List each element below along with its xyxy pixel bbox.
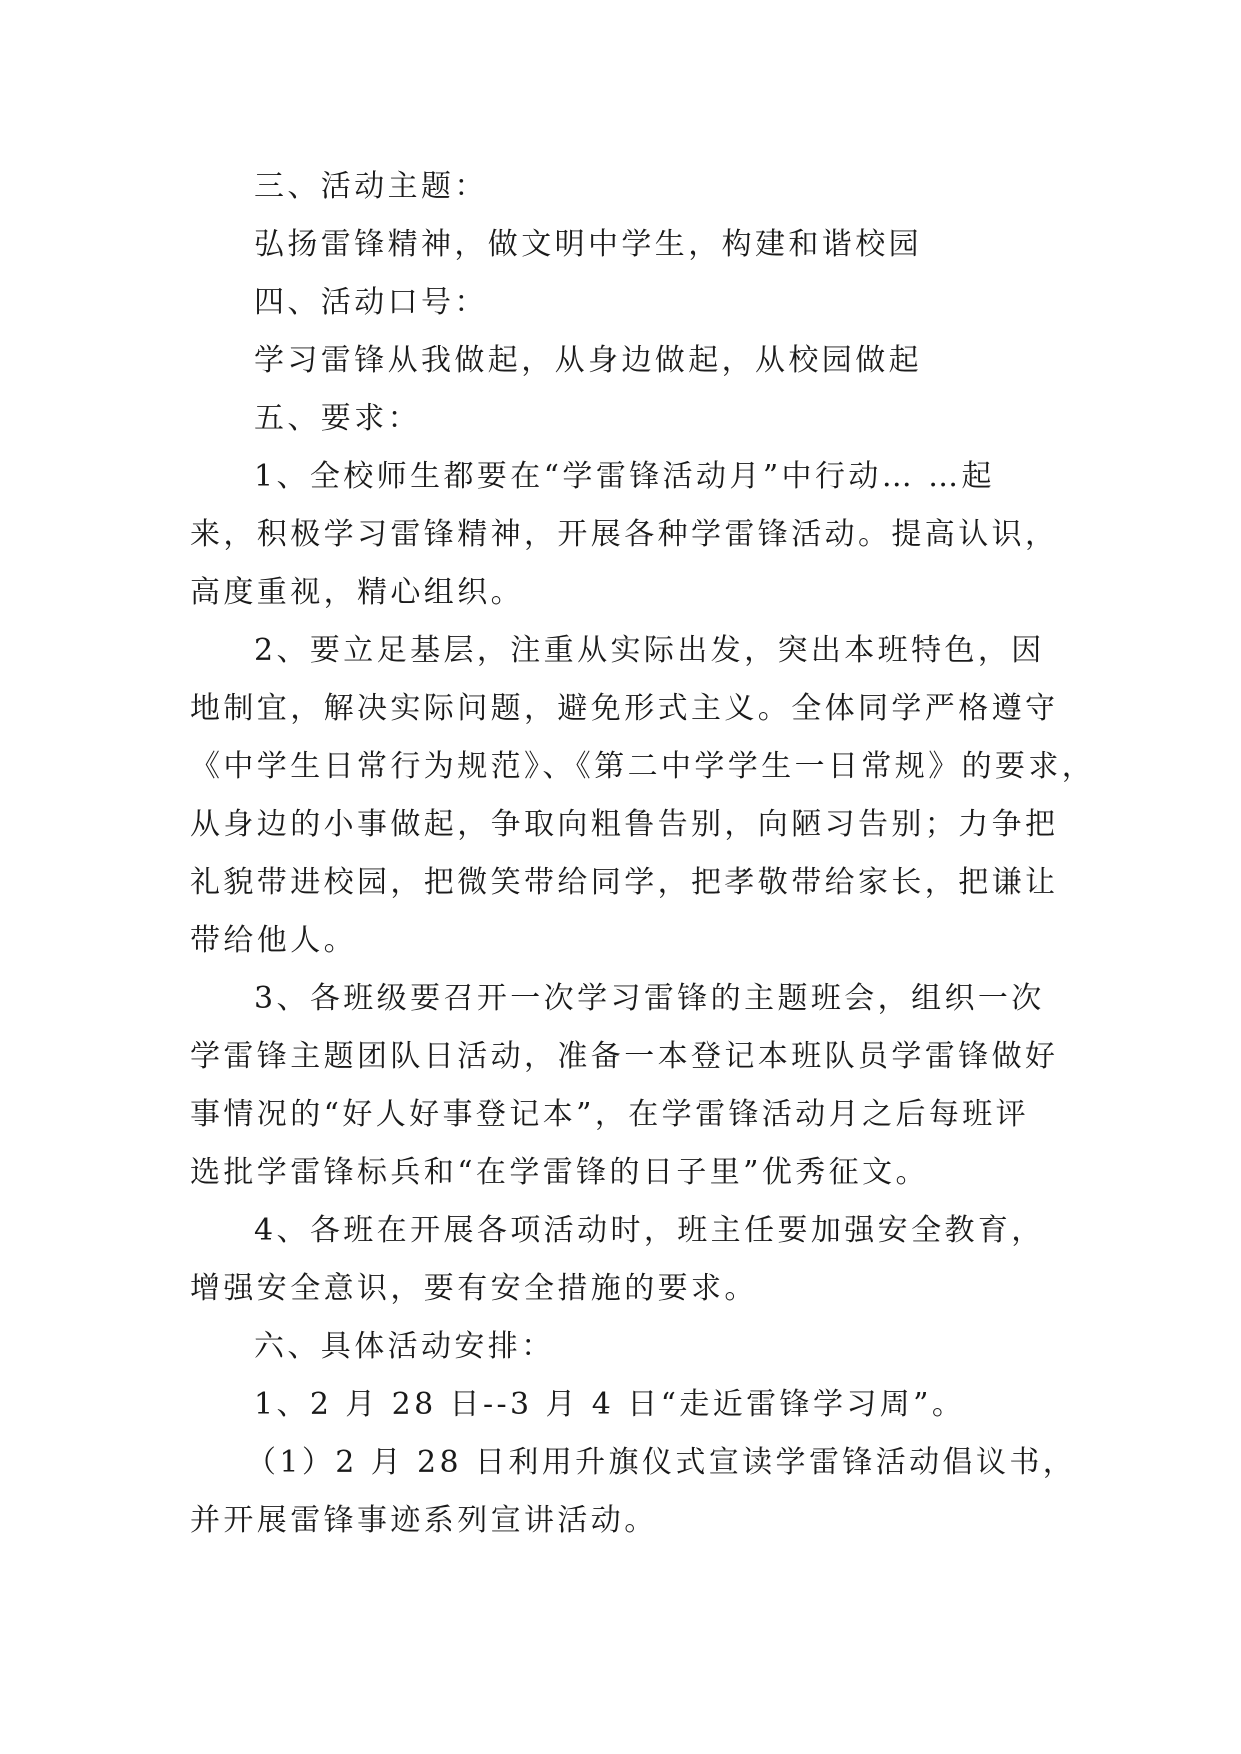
paragraph-line: 3、各班级要召开一次学习雷锋的主题班会，组织一次 bbox=[254, 981, 1045, 1016]
paragraph-line: 4、各班在开展各项活动时，班主任要加强安全教育， bbox=[254, 1213, 1045, 1248]
paragraph-line: 1、全校师生都要在“学雷锋活动月”中行动… …起 bbox=[254, 459, 995, 494]
paragraph-line: 选批学雷锋标兵和“在学雷锋的日子里”优秀征文。 bbox=[190, 1155, 929, 1190]
paragraph-line: 增强安全意识，要有安全措施的要求。 bbox=[190, 1271, 758, 1306]
theme-text: 弘扬雷锋精神，做文明中学生，构建和谐校园 bbox=[254, 227, 922, 262]
section-heading-slogan: 四、活动口号： bbox=[254, 285, 488, 320]
paragraph-line: 地制宜，解决实际问题，避免形式主义。全体同学严格遵守 bbox=[190, 691, 1059, 726]
paragraph-line: 并开展雷锋事迹系列宣讲活动。 bbox=[190, 1503, 658, 1538]
section-heading-requirements: 五、要求： bbox=[254, 401, 421, 436]
paragraph-line: 来，积极学习雷锋精神，开展各种学雷锋活动。提高认识， bbox=[190, 517, 1059, 552]
schedule-item: 1、2 月 28 日--3 月 4 日“走近雷锋学习周”。 bbox=[254, 1387, 966, 1422]
paragraph-line: 礼貌带进校园，把微笑带给同学，把孝敬带给家长，把谦让 bbox=[190, 865, 1059, 900]
section-heading-schedule: 六、具体活动安排： bbox=[254, 1329, 555, 1364]
paragraph-line: 事情况的“好人好事登记本”，在学雷锋活动月之后每班评 bbox=[190, 1097, 1030, 1132]
paragraph-line: 带给他人。 bbox=[190, 923, 357, 958]
schedule-subitem: （1）2 月 28 日利用升旗仪式宣读学雷锋活动倡议书， bbox=[246, 1445, 1077, 1480]
paragraph-line: 2、要立足基层，注重从实际出发，突出本班特色，因 bbox=[254, 633, 1045, 668]
paragraph-line: 《中学生日常行为规范》、《第二中学学生一日常规》的要求， bbox=[190, 749, 1096, 784]
slogan-text: 学习雷锋从我做起，从身边做起，从校园做起 bbox=[254, 343, 922, 378]
section-heading-theme: 三、活动主题： bbox=[254, 169, 488, 204]
document-body bbox=[190, 158, 1096, 1550]
paragraph-line: 从身边的小事做起，争取向粗鲁告别，向陋习告别；力争把 bbox=[190, 807, 1059, 842]
paragraph-line: 学雷锋主题团队日活动，准备一本登记本班队员学雷锋做好 bbox=[190, 1039, 1059, 1074]
paragraph-line: 高度重视，精心组织。 bbox=[190, 575, 524, 610]
